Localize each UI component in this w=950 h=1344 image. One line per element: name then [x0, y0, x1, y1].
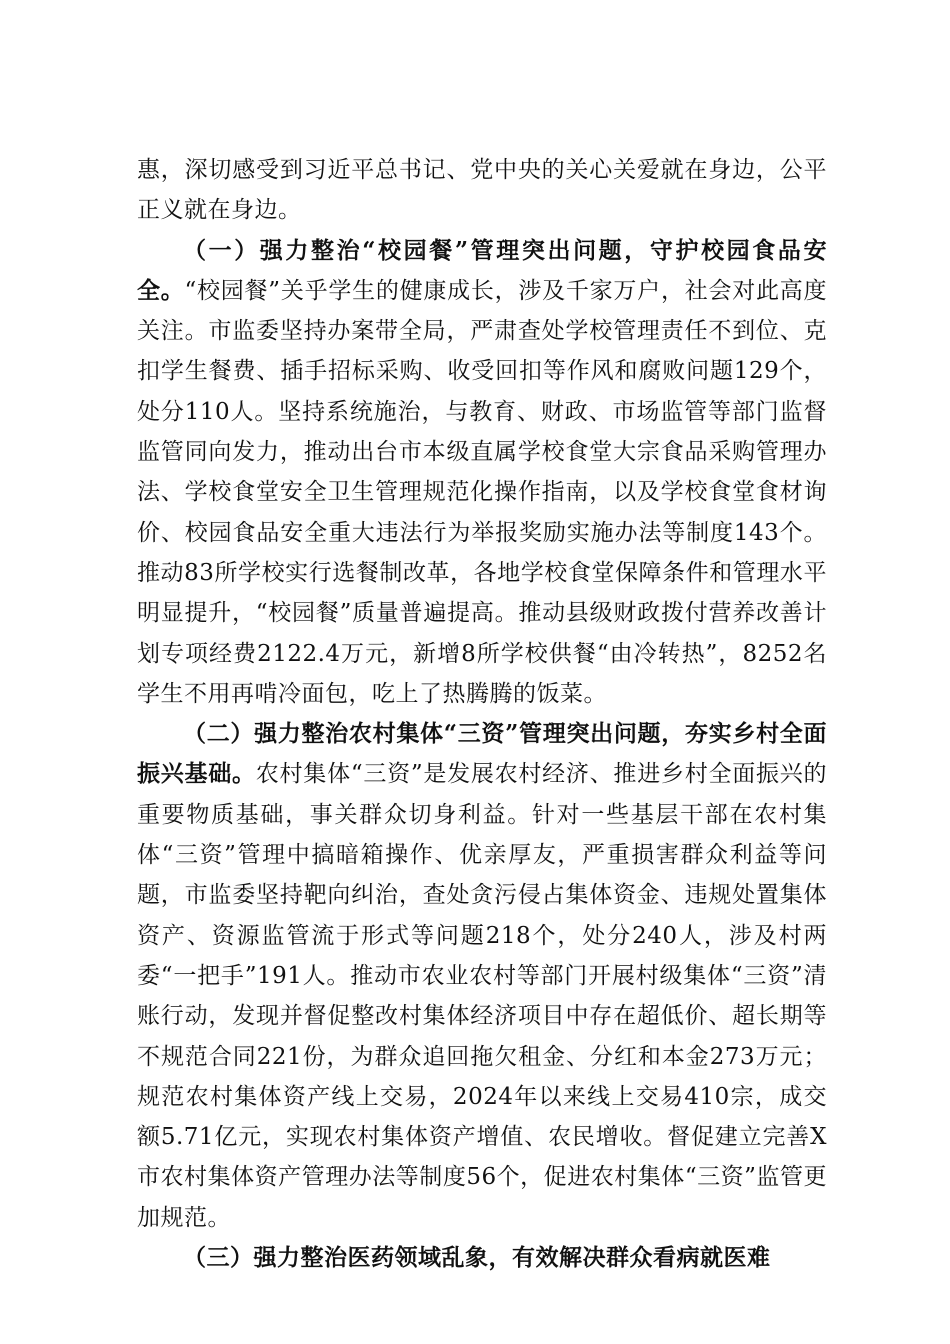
paragraph-heading: （二）强力整治农村集体“三资”管理突出问题，夯实乡村全面振兴基础。 — [137, 720, 827, 788]
paragraph-heading: （一）强力整治“校园餐”管理突出问题，守护校园食品安全。 — [137, 236, 827, 304]
paragraph-rural-assets — [137, 714, 827, 1238]
paragraph-medical — [137, 1238, 827, 1278]
paragraph-body: 惠，深切感受到习近平总书记、党中央的关心关爱就在身边，公平正义就在身边。 — [137, 157, 827, 224]
paragraph-heading: （三）强力整治医药领域乱象，有效解决群众看病就医难 — [183, 1244, 771, 1272]
paragraph-body: 农村集体“三资”是发展农村经济、推进乡村全面振兴的重要物质基础，事关群众切身利益。针对一些基层干部在农村集体“三资”管理中搞暗箱操作、优亲厚友，严重损害群众利益等问题，市监委坚持靶向纠治，查处贪污侵占集体资金、违规处置集体资产、资源监管流于形式等问题218个，处分240人，涉及村两委“一把手”191人。推动市农业农村等部门开展村级集体“三资”清账行动，发现并督促整改村集体经济项目中存在超低价、超长期等不规范合同221份，为群众追回拖欠租金、分红和本金273万元；规范农村集体资产线上交易，2024年以来线上交易410宗，成交额5.71亿元，实现农村集体资产增值、农民增收。督促建立完善X市农村集体资产管理办法等制度56个，促进农村集体“三资”监管更加规范。 — [137, 761, 827, 1231]
paragraph-intro-continuation — [137, 150, 827, 231]
paragraph-school-meals — [137, 231, 827, 715]
paragraph-body: “校园餐”关乎学生的健康成长，涉及千家万户，社会对此高度关注。市监委坚持办案带全局，严肃查处学校管理责任不到位、克扣学生餐费、插手招标采购、收受回扣等作风和腐败问题129个，处分110人。坚持系统施治，与教育、财政、市场监管等部门监督监管同向发力，推动出台市本级直属学校食堂大宗食品采购管理办法、学校食堂安全卫生管理规范化操作指南，以及学校食堂食材询价、校园食品安全重大违法行为举报奖励实施办法等制度143个。推动83所学校实行选餐制改革，各地学校食堂保障条件和管理水平明显提升，“校园餐”质量普遍提高。推动县级财政拨付营养改善计划专项经费2122.4万元，新增8所学校供餐“由冷转热”，8252名学生不用再啃冷面包，吃上了热腾腾的饭菜。 — [137, 277, 827, 707]
document-body — [137, 150, 827, 1278]
